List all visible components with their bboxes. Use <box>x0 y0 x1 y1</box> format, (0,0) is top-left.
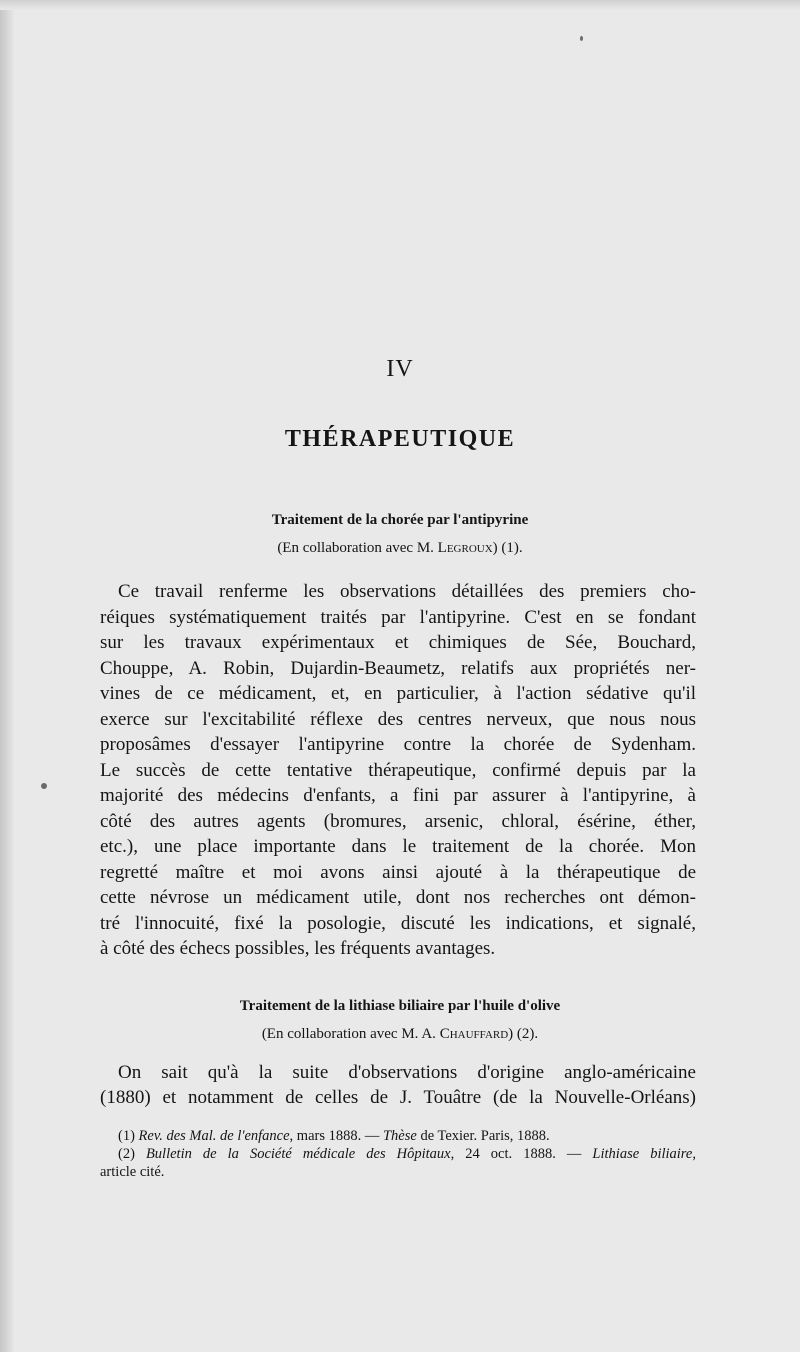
paragraph-line: majorité des médecins d'enfants, a fini par assurer à l'antipyrine, à <box>100 785 696 806</box>
paragraph-line: Le succès de cette tentative thérapeutique, confirmé depuis par la <box>100 760 696 781</box>
section-2-collaboration <box>0 1026 800 1043</box>
collab-suffix: ) (1). <box>492 540 523 556</box>
paragraph-line: Ce travail renferme les observations détaillées des premiers cho- <box>118 581 696 602</box>
paragraph-line: à côté des échecs possibles, les fréquents avantages. <box>100 938 496 959</box>
footnote-1 <box>118 1127 550 1145</box>
footnote-2 <box>118 1145 696 1163</box>
footnote-journal: Rev. des Mal. de l'enfance <box>138 1128 290 1144</box>
chapter-title: THÉRAPEUTIQUE <box>284 426 516 452</box>
paragraph-line: Chouppe, A. Robin, Dujardin-Beaumetz, relatifs aux propriétés ner- <box>100 658 696 679</box>
collab-prefix: (En collaboration avec M. A. <box>261 1026 440 1042</box>
collab-name: Chauffard <box>439 1026 509 1042</box>
footnote-2-continuation: article cité. <box>100 1164 165 1180</box>
paragraph-line: proposâmes d'essayer l'antipyrine contre la chorée de Sydenham. <box>100 734 696 755</box>
footnote-marker: (2) <box>118 1146 146 1162</box>
paragraph-line: On sait qu'à la suite d'observations d'origine anglo-américaine <box>118 1062 696 1083</box>
paragraph-line: tré l'innocuité, fixé la posologie, discuté les indications, et signalé, <box>100 913 696 934</box>
page-top-shadow <box>0 0 800 10</box>
paragraph-line: (1880) et notamment de celles de J. Touâtre (de la Nouvelle-Orléans) <box>100 1087 696 1108</box>
paragraph-line: exerce sur l'excitabilité réflexe des centres nerveux, que nous nous <box>100 709 696 730</box>
section-1-heading: Traitement de la chorée par l'antipyrine <box>271 512 529 528</box>
paragraph-line: etc.), une place importante dans le traitement de la chorée. Mon <box>100 836 696 857</box>
scan-speck <box>580 36 583 41</box>
paragraph-line: réiques systématiquement traités par l'antipyrine. C'est en se fondant <box>100 607 696 628</box>
chapter-number: IV <box>386 356 414 382</box>
paragraph-line: cette névrose un médicament utile, dont nos recherches ont démon- <box>100 887 696 908</box>
collab-suffix: ) (2). <box>508 1026 539 1042</box>
collab-name: Legroux <box>437 540 493 556</box>
paragraph-line: regretté maître et moi avons ainsi ajouté à la thérapeutique de <box>100 862 696 883</box>
paragraph-line: côté des autres agents (bromures, arsenic, chloral, ésérine, éther, <box>100 811 696 832</box>
section-2-heading: Traitement de la lithiase biliaire par l'huile d'olive <box>239 998 561 1014</box>
paragraph-line: vines de ce médicament, et, en particulier, à l'action sédative qu'il <box>100 683 696 704</box>
footnote-rest: , <box>692 1146 696 1162</box>
footnote-marker: (1) <box>118 1128 139 1144</box>
collab-prefix: (En collaboration avec M. <box>277 540 438 556</box>
page-edge-shadow <box>0 0 14 1352</box>
section-1-collaboration <box>0 540 800 557</box>
footnote-thesis: Thèse <box>382 1128 417 1144</box>
scan-speck <box>41 783 47 789</box>
footnote-title: Lithiase biliaire <box>592 1146 693 1162</box>
footnote-journal: Bulletin de la Société médicale des Hôpitaux <box>145 1146 451 1162</box>
paragraph-line: sur les travaux expérimentaux et chimiques de Sée, Bouchard, <box>100 632 696 653</box>
footnote-date: , 24 oct. 1888. — <box>450 1146 593 1162</box>
footnote-rest: de Texier. Paris, 1888. <box>416 1128 550 1144</box>
footnote-date: , mars 1888. — <box>289 1128 383 1144</box>
